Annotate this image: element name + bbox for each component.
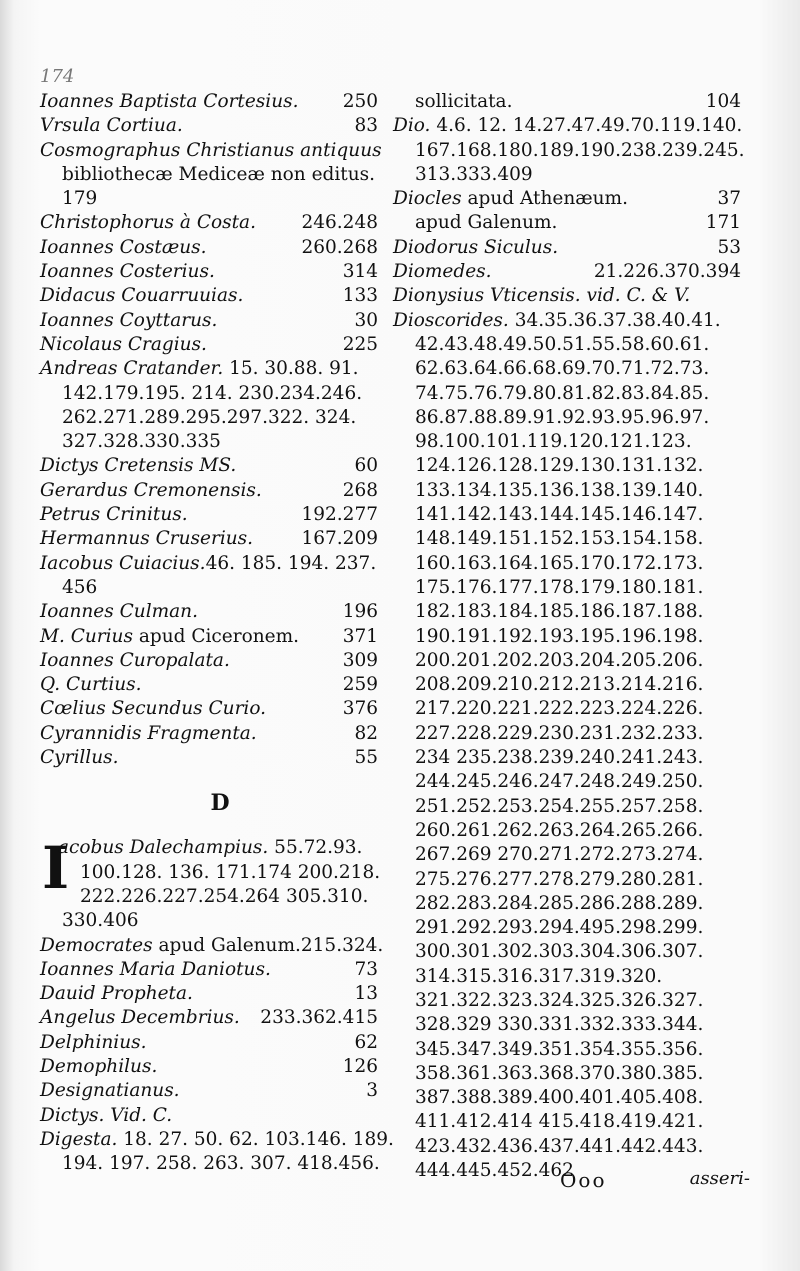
page-refs: 133 (342, 285, 378, 307)
entry-continuation: 260.261.262.263.264.265.266. (415, 819, 704, 841)
index-entry (40, 1079, 380, 1103)
index-entry (393, 90, 743, 114)
entry-continuation: 100.128. 136. 171.174 200.218. (80, 861, 381, 883)
entry-line (40, 479, 380, 503)
entry-continuation: 133.134.135.136.138.139.140. (415, 479, 704, 501)
page-refs: 246.248 (301, 212, 378, 234)
entry-line (393, 236, 743, 260)
section-letter: D (210, 790, 230, 817)
entry-continuation: 98.100.101.119.120.121.123. (415, 431, 692, 453)
entry-line (40, 722, 380, 746)
left-entries-d (40, 834, 394, 1176)
entry-line (40, 625, 380, 649)
entry-text: apud Ciceronem. (132, 625, 299, 647)
entry-text: 4.6. 12. 14.27.47.49.70.119.140. (430, 115, 743, 137)
page-refs: 62 (354, 1031, 378, 1053)
entry-text: 55.72.93. (268, 837, 363, 859)
entry-continuation: 300.301.302.303.304.306.307. (415, 941, 704, 963)
index-entry (40, 309, 380, 333)
entry-name: Dictys Cretensis MS. (40, 455, 237, 477)
entry-continuation: 179 (62, 188, 98, 210)
entry-continuation: 182.183.184.185.186.187.188. (415, 601, 704, 623)
signature-mark: Ooo (560, 1168, 607, 1192)
entry-name: Dionysius Vticensis. vid. C. & V. (393, 285, 691, 307)
entry-line (40, 1104, 380, 1128)
entry-line (40, 357, 380, 381)
entry-line (393, 90, 743, 114)
index-entry (40, 333, 380, 357)
entry-continuation: 208.209.210.212.213.214.216. (415, 674, 704, 696)
entry-name: Nicolaus Cragius. (40, 333, 207, 355)
entry-continuation: 275.276.277.278.279.280.281. (415, 868, 704, 890)
index-entry (393, 114, 743, 187)
entry-line (40, 649, 380, 673)
index-entry (40, 357, 380, 454)
page-refs: 371 (342, 625, 378, 647)
page-refs: 192.277 (301, 504, 378, 526)
entry-line (40, 1055, 380, 1079)
entry-name: Cosmographus Christianus antiquus (40, 139, 382, 161)
entry-continuation: bibliothecæ Mediceæ non editus. (62, 163, 376, 185)
index-entry (40, 479, 380, 503)
index-entry (393, 187, 743, 211)
entry-continuation: 42.43.48.49.50.51.55.58.60.61. (415, 333, 710, 355)
entry-name: acobus Dalechampius. (58, 837, 269, 859)
index-entry (40, 1006, 380, 1030)
entry-continuation: 175.176.177.178.179.180.181. (415, 576, 704, 598)
entry-continuation: 262.271.289.295.297.322. 324. (62, 406, 357, 428)
index-entry (40, 600, 380, 624)
page-refs: 83 (354, 115, 378, 137)
entry-continuation: 327.328.330.335 (62, 431, 221, 453)
index-entry (40, 1128, 394, 1177)
index-entry (40, 836, 380, 933)
entry-line (40, 552, 380, 576)
entry-name: Petrus Crinitus. (40, 504, 188, 526)
entry-name: Ioannes Maria Daniotus. (40, 958, 271, 980)
entry-continuation: 200.201.202.203.204.205.206. (415, 649, 704, 671)
page-refs: 82 (354, 722, 378, 744)
entry-text: 46. 185. 194. 237. (205, 552, 377, 574)
page-refs: 233.362.415 (260, 1007, 378, 1029)
page-refs: 30 (354, 309, 378, 331)
entry-line (40, 746, 380, 770)
entry-name: Q. Curtius. (40, 674, 142, 696)
index-entry (40, 934, 384, 958)
entry-continuation: 160.163.164.165.170.172.173. (415, 552, 704, 574)
page-refs: 13 (354, 983, 378, 1005)
entry-continuation: 456 (62, 576, 98, 598)
entry-name: M. Curius (40, 625, 133, 647)
index-entry (393, 284, 743, 308)
entry-continuation: 227.228.229.230.231.232.233. (415, 722, 704, 744)
index-entry (40, 139, 380, 212)
entry-continuation: 328.329 330.331.332.333.344. (415, 1014, 704, 1036)
page-refs: 196 (342, 601, 378, 623)
entry-name: Hermannus Cruserius. (40, 528, 254, 550)
entry-continuation: 267.269 270.271.272.273.274. (415, 844, 704, 866)
entry-line (40, 673, 380, 697)
entry-continuation: 358.361.363.368.370.380.385. (415, 1062, 704, 1084)
page-refs: 60 (354, 455, 378, 477)
entry-name: Cœlius Secundus Curio. (40, 698, 267, 720)
entry-continuation: 444.445.452.462 (415, 1160, 574, 1182)
entry-line (40, 697, 380, 721)
index-entry (40, 649, 380, 673)
entry-continuation: 124.126.128.129.130.131.132. (415, 455, 704, 477)
entry-name: Ioannes Costæus. (40, 236, 207, 258)
entry-name: Diocles (393, 188, 462, 210)
entry-continuation: 314.315.316.317.319.320. (415, 965, 663, 987)
index-entry (40, 1055, 380, 1079)
entry-continuation: 411.412.414 415.418.419.421. (415, 1111, 704, 1133)
page-refs: 3 (366, 1080, 378, 1102)
entry-line (393, 284, 743, 308)
index-entry (40, 746, 380, 770)
entry-line (40, 958, 380, 982)
entry-continuation: 86.87.88.89.91.92.93.95.96.97. (415, 406, 710, 428)
index-entry (40, 503, 380, 527)
entry-continuation: 291.292.293.294.495.298.299. (415, 917, 704, 939)
entry-name: Dioscorides. (393, 309, 509, 331)
entry-continuation: 142.179.195. 214. 230.234.246. (62, 382, 363, 404)
index-entry (393, 211, 743, 235)
index-entry (40, 722, 380, 746)
index-entry (40, 982, 380, 1006)
index-entry (393, 236, 743, 260)
entry-continuation: 345.347.349.351.354.355.356. (415, 1038, 704, 1060)
entry-name: Dio. (393, 115, 431, 137)
entry-name: Iacobus Cuiacius. (40, 552, 206, 574)
index-entry (393, 260, 743, 284)
index-entry (40, 1031, 380, 1055)
entry-continuation: 217.220.221.222.223.224.226. (415, 698, 704, 720)
folio-number: 174 (40, 66, 75, 87)
entry-continuation: 321.322.323.324.325.326.327. (415, 989, 704, 1011)
entry-line (40, 309, 380, 333)
entry-name: Demophilus. (40, 1055, 158, 1077)
entry-name: Designatianus. (40, 1080, 180, 1102)
entry-line (393, 260, 743, 284)
entry-name: Didacus Couarruuias. (40, 285, 244, 307)
page-refs: 314 (342, 261, 378, 283)
entry-text: sollicitata. (415, 91, 513, 112)
page-refs: 171 (705, 212, 741, 234)
entry-name: Diodorus Siculus. (393, 236, 559, 258)
entry-text: apud Galenum. (415, 212, 558, 234)
entry-name: Gerardus Cremonensis. (40, 479, 262, 501)
entry-name: Angelus Decembrius. (40, 1007, 240, 1029)
entry-line (40, 139, 380, 163)
entry-name: Ioannes Curopalata. (40, 649, 230, 671)
entry-line (40, 454, 380, 478)
entry-line (40, 114, 380, 138)
entry-name: Cyrillus. (40, 747, 119, 769)
entry-line (40, 284, 380, 308)
index-entry (40, 454, 380, 478)
entry-text: 34.35.36.37.38.40.41. (508, 309, 721, 331)
entry-continuation: 74.75.76.79.80.81.82.83.84.85. (415, 382, 710, 404)
page-footer (560, 1168, 750, 1194)
index-entry (40, 236, 380, 260)
entry-name: Ioannes Costerius. (40, 261, 215, 283)
right-column (393, 90, 743, 1183)
entry-continuation: 423.432.436.437.441.442.443. (415, 1135, 704, 1157)
entry-name: Ioannes Coyttarus. (40, 309, 218, 331)
entry-line (393, 187, 743, 211)
entry-text: apud Athenæum. (461, 188, 628, 210)
entry-name: Vrsula Cortiua. (40, 115, 183, 137)
entry-name: Ioannes Baptista Cortesius. (40, 91, 299, 112)
entry-line (40, 260, 380, 284)
index-entry (40, 284, 380, 308)
entry-name: Christophorus à Costa. (40, 212, 256, 234)
entry-continuation: 148.149.151.152.153.154.158. (415, 528, 704, 550)
page-refs: 376 (342, 698, 378, 720)
page-refs: 126 (342, 1055, 378, 1077)
catchword: asseri- (689, 1168, 750, 1189)
entry-line (40, 600, 380, 624)
page-refs: 104 (705, 91, 741, 112)
entry-line (393, 309, 743, 333)
entry-line (40, 982, 380, 1006)
entry-text: 18. 27. 50. 62. 103.146. 189. (117, 1128, 394, 1150)
entry-line (40, 90, 380, 114)
index-entry (40, 552, 380, 601)
index-entry (40, 697, 380, 721)
entry-name: Diomedes. (393, 261, 492, 283)
page-refs: 250 (342, 91, 378, 112)
entry-name: Cyrannidis Fragmenta. (40, 722, 257, 744)
left-column (40, 90, 394, 1176)
drop-capital: I (42, 834, 70, 903)
index-entry (40, 114, 380, 138)
entry-name: Democrates (40, 934, 153, 956)
entry-line (40, 1128, 394, 1152)
entry-line (40, 934, 384, 958)
entry-line (393, 211, 743, 235)
entry-line (40, 211, 380, 235)
index-entry (40, 1104, 380, 1128)
index-entry (40, 958, 380, 982)
page-refs: 167.209 (301, 528, 378, 550)
entry-name: Ioannes Culman. (40, 601, 198, 623)
entry-continuation: 194. 197. 258. 263. 307. 418.456. (62, 1153, 380, 1175)
entry-continuation: 190.191.192.193.195.196.198. (415, 625, 704, 647)
entry-continuation: 251.252.253.254.255.257.258. (415, 795, 704, 817)
left-entries-c (40, 90, 380, 770)
page-refs: 309 (342, 649, 378, 671)
entry-line (40, 1006, 380, 1030)
page-refs: 53 (717, 236, 741, 258)
index-entry (40, 90, 380, 114)
entry-name: Digesta. (40, 1128, 118, 1150)
entry-continuation: 282.283.284.285.286.288.289. (415, 892, 704, 914)
entry-name: Dictys. Vid. C. (40, 1104, 173, 1126)
entry-continuation: 387.388.389.400.401.405.408. (415, 1087, 704, 1109)
page-refs: 37 (717, 188, 741, 210)
index-entry (40, 673, 380, 697)
entry-line (393, 114, 743, 138)
entry-line (40, 333, 380, 357)
entry-name: Delphinius. (40, 1031, 147, 1053)
entry-continuation: 222.226.227.254.264 305.310. (80, 885, 369, 907)
entry-text: 15. 30.88. 91. (223, 358, 359, 380)
entry-line (40, 503, 380, 527)
entry-line (40, 236, 380, 260)
entry-continuation: 313.333.409 (415, 163, 533, 185)
entry-line (40, 527, 380, 551)
entry-line (40, 1079, 380, 1103)
entry-name: Andreas Cratander. (40, 358, 224, 380)
index-entry (40, 260, 380, 284)
entry-continuation: 167.168.180.189.190.238.239.245. (415, 139, 745, 161)
index-entry (40, 527, 380, 551)
page-refs: 225 (342, 333, 378, 355)
page-refs: 260.268 (301, 236, 378, 258)
page-header (36, 66, 766, 86)
entry-name: Dauid Propheta. (40, 983, 193, 1005)
entry-text: apud Galenum.215.324. (152, 934, 384, 956)
entry-continuation: 234 235.238.239.240.241.243. (415, 747, 704, 769)
entry-continuation: 62.63.64.66.68.69.70.71.72.73. (415, 358, 710, 380)
entry-continuation: 330.406 (62, 910, 139, 932)
index-entry (393, 309, 743, 1184)
page-refs: 259 (342, 674, 378, 696)
page-refs: 55 (354, 747, 378, 769)
entry-line (40, 836, 380, 860)
entry-continuation: 244.245.246.247.248.249.250. (415, 771, 704, 793)
page-refs: 21.226.370.394 (593, 261, 741, 283)
page-refs: 268 (342, 479, 378, 501)
page-refs: 73 (354, 958, 378, 980)
index-entry (40, 211, 380, 235)
index-entry (40, 625, 380, 649)
entry-continuation: 141.142.143.144.145.146.147. (415, 504, 704, 526)
entry-line (40, 1031, 380, 1055)
